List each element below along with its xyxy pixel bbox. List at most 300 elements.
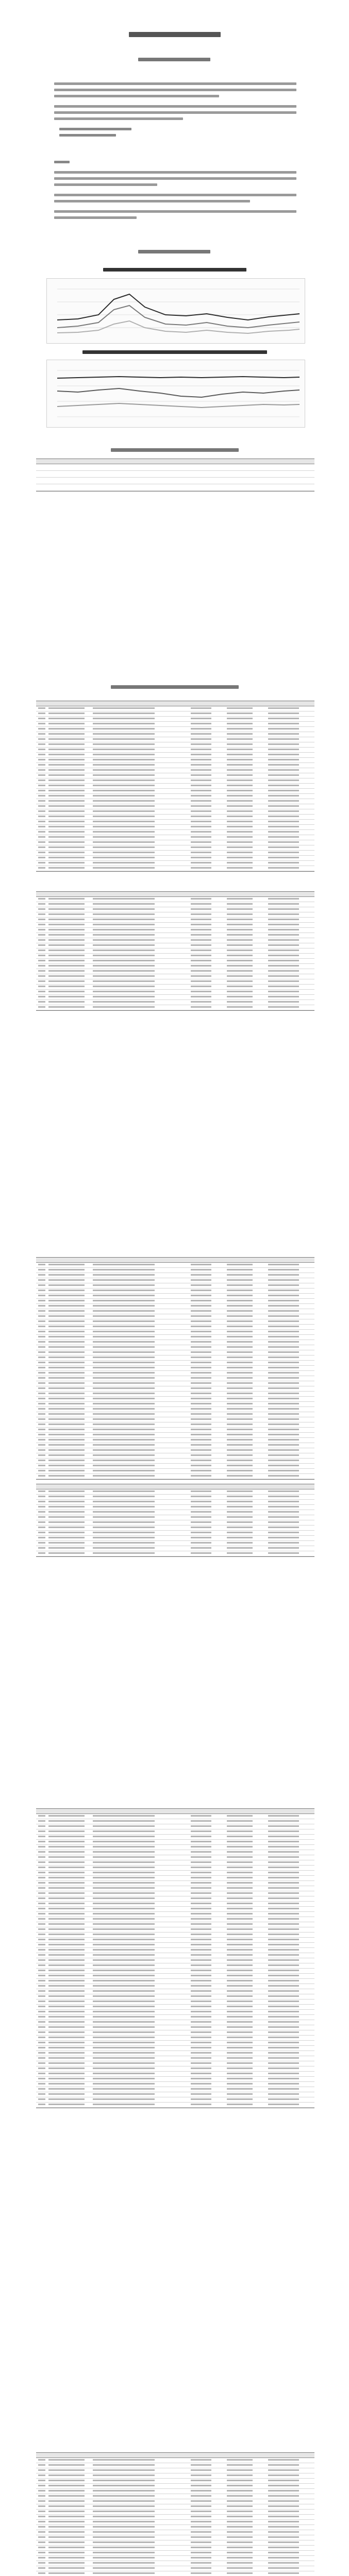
table-cell (48, 1831, 85, 1832)
table-cell (38, 1527, 45, 1528)
table-cell (268, 2480, 299, 2481)
table-cell (48, 779, 85, 781)
table-cell (268, 970, 299, 972)
table-cell (227, 1264, 253, 1265)
table-cell (268, 2006, 299, 2007)
table-cell (93, 1393, 155, 1394)
chart-1-title (103, 268, 246, 272)
table-cell (93, 1846, 155, 1848)
table-cell (93, 1357, 155, 1358)
table-cell (48, 908, 85, 910)
table-cell (227, 1985, 253, 1987)
table-cell (48, 986, 85, 987)
table-cell (268, 898, 299, 900)
table-cell (268, 2067, 299, 2069)
table-cell (38, 1310, 45, 1312)
table-row (36, 1505, 314, 1510)
table-cell (191, 826, 211, 827)
table-cell (191, 2505, 211, 2507)
table-cell (191, 1413, 211, 1415)
table-row (36, 1948, 314, 1953)
table-cell (38, 1315, 45, 1317)
price-table-3 (36, 1257, 314, 1480)
table-cell (191, 774, 211, 776)
table-cell (191, 1949, 211, 1951)
table-cell (191, 1305, 211, 1307)
table-row (36, 1860, 314, 1866)
table-cell (191, 1547, 211, 1549)
table-cell (268, 1861, 299, 1863)
table-cell (38, 2459, 45, 2461)
table-cell (191, 1985, 211, 1987)
table-cell (48, 1527, 85, 1528)
table-cell (48, 1903, 85, 1904)
table-cell (93, 749, 155, 750)
table-cell (191, 852, 211, 853)
table-cell (48, 2104, 85, 2105)
table-cell (38, 754, 45, 755)
table-cell (268, 1470, 299, 1471)
table-cell (191, 800, 211, 802)
table-cell (268, 867, 299, 869)
table-cell (268, 1501, 299, 1502)
table-row (36, 1330, 314, 1335)
table-row (36, 768, 314, 773)
table-cell (227, 1382, 253, 1384)
table-cell (268, 991, 299, 992)
table-row (36, 1881, 314, 1886)
table-cell (93, 2516, 155, 2517)
table-cell (191, 2047, 211, 2048)
table-cell (191, 2037, 211, 2038)
table-cell (38, 1408, 45, 1410)
table-cell (227, 1944, 253, 1945)
table-cell (227, 2505, 253, 2507)
table-cell (48, 1393, 85, 1394)
table-cell (93, 1825, 155, 1827)
table-cell (268, 913, 299, 915)
table-cell (191, 1393, 211, 1394)
table-cell (227, 733, 253, 735)
table-cell (191, 2078, 211, 2079)
table-cell (227, 1387, 253, 1389)
table-cell (191, 795, 211, 796)
table-cell (93, 1841, 155, 1842)
table-cell (227, 1274, 253, 1276)
table-cell (48, 1290, 85, 1291)
table-cell (93, 1903, 155, 1904)
table-cell (227, 1831, 253, 1832)
chart-2-series-c (57, 403, 300, 408)
table-cell (93, 2047, 155, 2048)
table-cell (38, 1501, 45, 1502)
table-cell (227, 2464, 253, 2466)
table-cell (191, 986, 211, 987)
table-cell (191, 1506, 211, 1507)
table-cell (191, 2042, 211, 2043)
table-cell (227, 1423, 253, 1425)
table-cell (227, 1460, 253, 1461)
table-row (36, 1999, 314, 2005)
table-row (36, 1005, 314, 1010)
table-cell (191, 1851, 211, 1853)
table-row (36, 794, 314, 799)
table-cell (38, 1006, 45, 1008)
table-cell (48, 1511, 85, 1513)
table-row (36, 1541, 314, 1546)
table-cell (93, 1892, 155, 1894)
table-cell (93, 1882, 155, 1884)
table-row (36, 825, 314, 830)
table-row (36, 995, 314, 1000)
table-cell (93, 2026, 155, 2028)
table-cell (191, 1867, 211, 1868)
table-cell (38, 939, 45, 941)
table-cell (191, 1542, 211, 1544)
table-cell (93, 759, 155, 760)
table-cell (268, 2026, 299, 2028)
table-cell (227, 2026, 253, 2028)
table-cell (227, 795, 253, 796)
table-cell (268, 1274, 299, 1276)
table-cell (48, 2073, 85, 2074)
table-cell (38, 707, 45, 709)
table-row (36, 2041, 314, 2046)
table-cell (38, 733, 45, 735)
table-cell (191, 2083, 211, 2084)
table-cell (38, 1398, 45, 1399)
table-cell (227, 738, 253, 740)
table-cell (38, 867, 45, 869)
table-cell (48, 733, 85, 735)
table-row (36, 2535, 314, 2540)
table-cell (268, 738, 299, 740)
table-cell (48, 1985, 85, 1987)
table-cell (48, 1413, 85, 1415)
table-cell (191, 2531, 211, 2533)
table-row (36, 1000, 314, 1005)
table-row (36, 923, 314, 928)
table-cell (227, 764, 253, 766)
table-row (36, 1325, 314, 1330)
table-row (36, 897, 314, 902)
table-cell (268, 2016, 299, 2018)
table-cell (93, 1470, 155, 1471)
table-row (36, 2077, 314, 2082)
table-cell (191, 2459, 211, 2461)
table-cell (191, 1970, 211, 1971)
table-cell (38, 2057, 45, 2059)
table-cell (227, 908, 253, 910)
table-cell (93, 2006, 155, 2007)
table-cell (191, 2057, 211, 2059)
table-cell (48, 991, 85, 992)
table-cell (38, 769, 45, 771)
table-cell (268, 800, 299, 802)
table-cell (38, 2500, 45, 2502)
table-row (36, 974, 314, 979)
table-cell (227, 2021, 253, 2023)
table-cell (93, 1521, 155, 1523)
table-cell (227, 2062, 253, 2064)
table-cell (48, 713, 85, 714)
table-row (36, 1345, 314, 1350)
table-cell (93, 1290, 155, 1291)
table-cell (268, 1423, 299, 1425)
table-row (36, 763, 314, 768)
table-cell (268, 1815, 299, 1817)
table-cell (227, 1887, 253, 1889)
table-cell (38, 1944, 45, 1945)
table-cell (38, 970, 45, 972)
table-cell (191, 2547, 211, 2548)
table-cell (227, 1295, 253, 1296)
table-row (36, 2020, 314, 2025)
table-cell (48, 1434, 85, 1435)
table-cell (48, 2475, 85, 2476)
table-row (36, 1464, 314, 1469)
table-cell (227, 1408, 253, 1410)
table-cell (268, 728, 299, 730)
table-cell (191, 1434, 211, 1435)
table-cell (191, 1377, 211, 1379)
table-cell (191, 2572, 211, 2574)
table-cell (38, 2547, 45, 2548)
table-cell (93, 1949, 155, 1951)
table-cell (268, 774, 299, 776)
table-cell (191, 1552, 211, 1554)
table-cell (38, 1516, 45, 1518)
table-cell (191, 841, 211, 843)
table-cell (48, 810, 85, 812)
table-cell (227, 1552, 253, 1554)
table-cell (227, 2490, 253, 2492)
table-cell (191, 2006, 211, 2007)
table-cell (38, 1454, 45, 1456)
table-cell (38, 2464, 45, 2466)
table-cell (191, 1872, 211, 1873)
table-cell (38, 1552, 45, 1554)
table-cell (38, 1346, 45, 1348)
table-cell (227, 2475, 253, 2476)
table-cell (93, 955, 155, 956)
table-cell (93, 1434, 155, 1435)
table-cell (38, 1521, 45, 1523)
table-cell (48, 800, 85, 802)
table-cell (268, 1367, 299, 1368)
table-cell (268, 1939, 299, 1940)
table-cell (93, 1552, 155, 1554)
table-cell (93, 1537, 155, 1538)
table-cell (191, 1475, 211, 1477)
table-cell (38, 1975, 45, 1976)
table-cell (48, 1470, 85, 1471)
table-cell (227, 1331, 253, 1332)
table-cell (38, 1423, 45, 1425)
table-cell (191, 975, 211, 977)
table-cell (38, 2052, 45, 2054)
table-cell (191, 785, 211, 786)
table-cell (227, 1995, 253, 1997)
table-cell (191, 1903, 211, 1904)
table-cell (48, 846, 85, 848)
table-cell (48, 2062, 85, 2064)
table-cell (227, 846, 253, 848)
table-cell (227, 1305, 253, 1307)
table-cell (191, 1465, 211, 1466)
table-cell (268, 2562, 299, 2564)
table-cell (268, 1521, 299, 1523)
table-cell (93, 2067, 155, 2069)
table-cell (38, 1511, 45, 1513)
table-cell (268, 924, 299, 925)
table-row (36, 2510, 314, 2515)
table-cell (38, 790, 45, 791)
table-cell (48, 1408, 85, 1410)
table-cell (191, 1532, 211, 1533)
table-cell (227, 867, 253, 869)
table-cell (268, 862, 299, 863)
table-cell (93, 2001, 155, 2002)
table-cell (268, 2098, 299, 2100)
table-cell (268, 955, 299, 956)
table-row (36, 1974, 314, 1979)
table-cell (268, 2536, 299, 2538)
table-cell (48, 2016, 85, 2018)
table-cell (38, 759, 45, 760)
table-row (36, 2561, 314, 2566)
table-cell (268, 841, 299, 843)
table-cell (93, 1990, 155, 1992)
table-cell (38, 955, 45, 956)
table-cell (93, 2042, 155, 2043)
table-row (36, 804, 314, 809)
table-cell (227, 2042, 253, 2043)
table-row (36, 2025, 314, 2030)
table-cell (227, 1882, 253, 1884)
table-row (36, 2066, 314, 2072)
table-cell (191, 1331, 211, 1332)
table-row (36, 1886, 314, 1891)
table-cell (38, 800, 45, 802)
table-row (36, 2556, 314, 2561)
table-row (36, 1299, 314, 1304)
table-cell (191, 1990, 211, 1992)
table-cell (93, 2057, 155, 2059)
table-cell (93, 2083, 155, 2084)
table-cell (268, 2104, 299, 2105)
table-cell (38, 2098, 45, 2100)
table-cell (38, 2536, 45, 2538)
table-header (36, 1809, 314, 1814)
table-cell (48, 1506, 85, 1507)
table-cell (38, 1326, 45, 1327)
table-cell (191, 821, 211, 822)
table-cell (38, 1284, 45, 1286)
table-cell (48, 1284, 85, 1286)
table-cell (48, 2567, 85, 2569)
table-cell (48, 1841, 85, 1842)
table-cell (38, 1537, 45, 1538)
table-cell (227, 1377, 253, 1379)
table-row (36, 1386, 314, 1392)
table-cell (268, 2073, 299, 2074)
table-cell (48, 790, 85, 791)
table-cell (93, 2567, 155, 2569)
table-cell (191, 2088, 211, 2090)
table-cell (38, 1351, 45, 1353)
table-cell (268, 2469, 299, 2471)
table-cell (48, 816, 85, 817)
table-row (36, 758, 314, 763)
table-cell (38, 846, 45, 848)
table-cell (268, 1341, 299, 1343)
table-cell (93, 2098, 155, 2100)
table-row (36, 2499, 314, 2504)
table-cell (227, 785, 253, 786)
table-cell (93, 1367, 155, 1368)
table-cell (93, 1964, 155, 1966)
table-cell (93, 2526, 155, 2528)
table-cell (38, 1300, 45, 1301)
table-cell (227, 2500, 253, 2502)
chart-1-svg (47, 279, 305, 343)
table-row (36, 1871, 314, 1876)
table-cell (48, 1954, 85, 1956)
table-cell (38, 2047, 45, 2048)
table-cell (268, 986, 299, 987)
table-cell (227, 754, 253, 755)
table-row (36, 1443, 314, 1448)
table-cell (227, 980, 253, 982)
table-cell (227, 1990, 253, 1992)
table-cell (268, 1820, 299, 1822)
table-cell (191, 913, 211, 915)
table-cell (38, 713, 45, 714)
table-cell (191, 2464, 211, 2466)
table-row (36, 742, 314, 748)
table-cell (268, 707, 299, 709)
table-cell (38, 774, 45, 776)
table-cell (227, 2567, 253, 2569)
table-cell (93, 867, 155, 869)
table-cell (227, 2001, 253, 2002)
table-cell (38, 2567, 45, 2569)
table-cell (48, 1382, 85, 1384)
table-row (36, 1866, 314, 1871)
table-cell (268, 810, 299, 812)
table-row (36, 1963, 314, 1969)
table-row (36, 1876, 314, 1881)
table-cell (38, 965, 45, 967)
table-cell (48, 1913, 85, 1914)
table-cell (227, 2104, 253, 2105)
table-cell (191, 1856, 211, 1858)
table-cell (48, 1336, 85, 1337)
table-cell (48, 913, 85, 915)
table-cell (48, 1918, 85, 1920)
table-cell (227, 2469, 253, 2471)
table-row (36, 1495, 314, 1500)
table-cell (93, 991, 155, 992)
table-cell (191, 1398, 211, 1399)
table-row (36, 1814, 314, 1819)
table-cell (227, 1511, 253, 1513)
table-cell (191, 2062, 211, 2064)
table-cell (191, 2021, 211, 2023)
table-cell (191, 754, 211, 755)
table-cell (268, 1841, 299, 1842)
